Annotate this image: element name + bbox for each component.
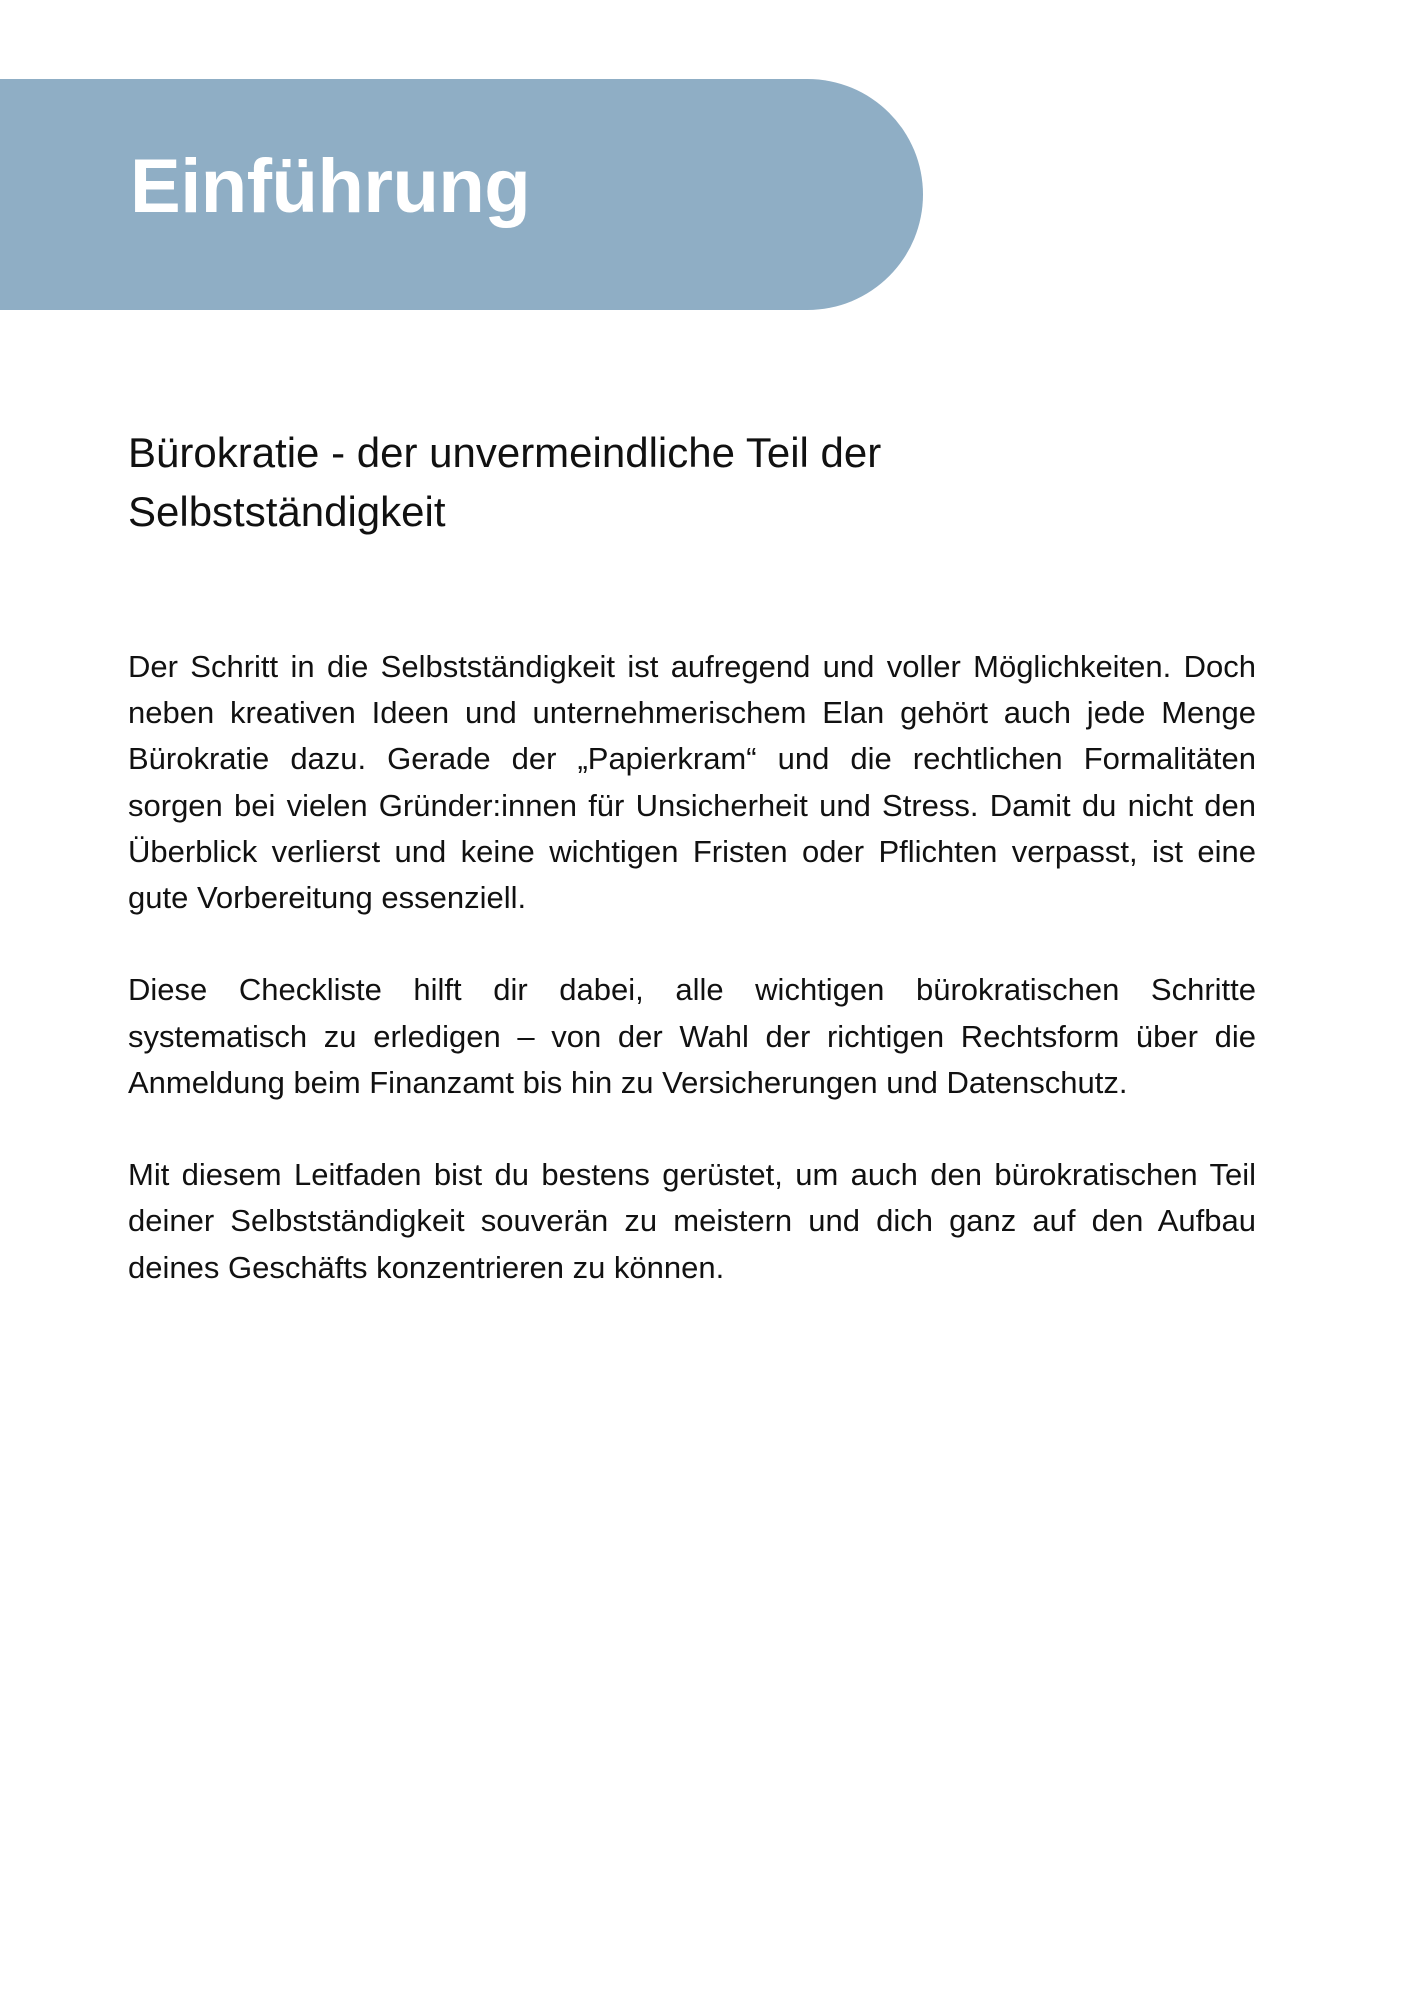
paragraph-guide: Mit diesem Leitfaden bist du bestens gerüstet, um auch den bürokratischen Teil deiner Selbstständigkeit souverän zu meistern und dich ganz auf den Aufbau deines Geschäfts konzentrieren zu können. bbox=[128, 1157, 1256, 1285]
body-text bbox=[128, 644, 1256, 1337]
section-subtitle: Bürokratie - der unvermeindliche Teil der Selbstständigkeit bbox=[128, 429, 882, 535]
page-title: Einführung bbox=[130, 144, 531, 229]
paragraph-intro: Der Schritt in die Selbstständigkeit ist aufregend und voller Möglichkeiten. Doch neben kreativen Ideen und unternehmerischem Elan gehört auch jede Menge Bürokratie dazu. Gerade der „Papierkram“ und die rechtlichen Formalitäten sorgen bei vielen Gründer:innen für Unsicherheit und Stress. Damit du nicht den Überblick verlierst und keine wichtigen Fristen oder Pflichten verpasst, ist eine gute Vorbereitung essenziell. bbox=[128, 649, 1256, 916]
paragraph-checklist: Diese Checkliste hilft dir dabei, alle wichtigen bürokratischen Schritte systematisch zu erledigen – von der Wahl der richtigen Rechtsform über die Anmeldung beim Finanzamt bis hin zu Versicherungen und Datenschutz. bbox=[128, 972, 1256, 1100]
